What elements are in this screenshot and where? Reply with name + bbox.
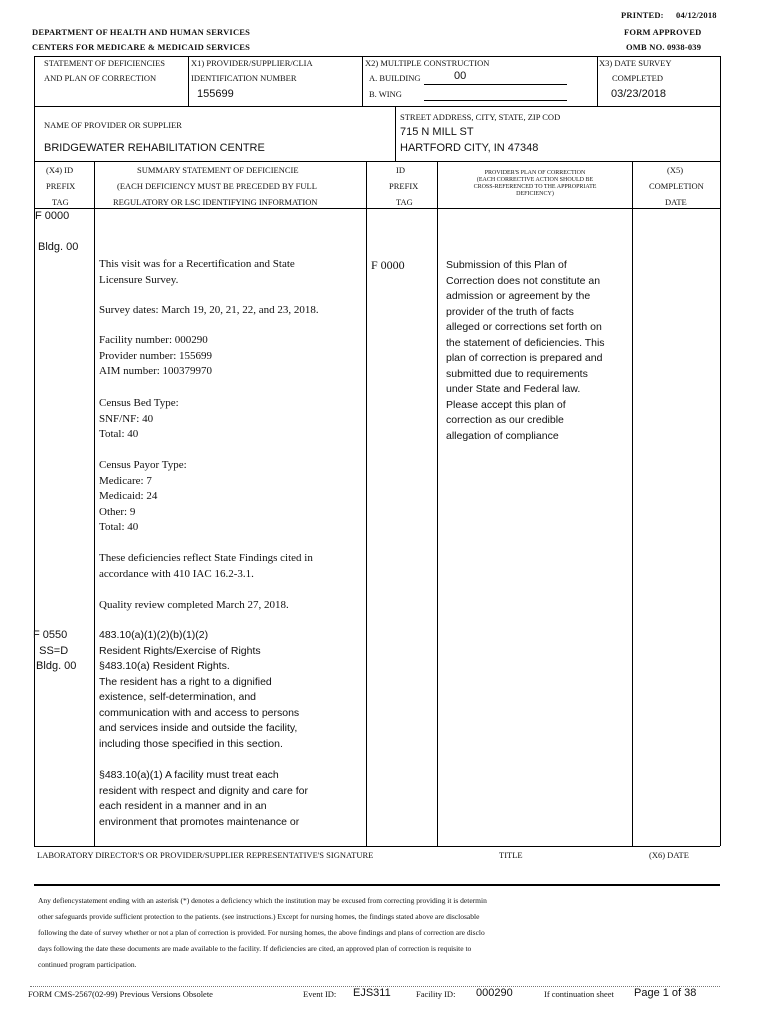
- summary-quality-review: Quality review completed March 27, 2018.: [99, 599, 289, 611]
- col-divider-3: [437, 161, 438, 846]
- x2-label: X2) MULTIPLE CONSTRUCTION: [365, 58, 490, 68]
- id-header: ID: [396, 165, 405, 175]
- box-left-line: [34, 56, 35, 846]
- summary-dignity: §483.10(a)(1) A facility must treat each resident with respect and dignity and care for each resident in a manner and in an environment that promotes maintenance or: [99, 769, 308, 828]
- x4-header: (X4) ID: [46, 165, 74, 175]
- signature-bottom-line: [34, 884, 720, 886]
- provider-name-value: BRIDGEWATER REHABILITATION CENTRE: [44, 142, 265, 154]
- id-prefix-header: PREFIX: [389, 181, 419, 191]
- form-approved: FORM APPROVED: [624, 27, 702, 37]
- row1-bottom-line: [34, 106, 720, 107]
- deficiency-bldg-1: Bldg. 00: [38, 241, 79, 253]
- provider-name-label: NAME OF PROVIDER OR SUPPLIER: [44, 120, 182, 130]
- building-label: A. BUILDING: [369, 73, 421, 83]
- row2-bottom-line: [34, 161, 720, 162]
- summary-survey-dates: Survey dates: March 19, 20, 21, 22, and 23, 2018.: [99, 304, 319, 316]
- deficiency-tag-1: F 0000: [35, 210, 70, 222]
- address-label: STREET ADDRESS, CITY, STATE, ZIP COD: [400, 112, 561, 122]
- table-bottom-line: [34, 846, 720, 847]
- x5-header: (X5): [667, 165, 684, 175]
- event-id-label: Event ID:: [303, 989, 337, 999]
- row1-divider-3: [597, 56, 598, 106]
- facility-id-value: 000290: [476, 987, 513, 999]
- x5-date-header: DATE: [665, 197, 687, 207]
- title-label: TITLE: [499, 850, 523, 860]
- x5-completion-header: COMPLETION: [649, 181, 704, 191]
- row1-divider-2: [362, 56, 363, 106]
- row1-divider-1: [188, 56, 189, 106]
- plan-header: [440, 170, 630, 198]
- deficiency-tag-2: F 0550 SS=D Bldg. 00: [33, 629, 77, 672]
- printed-label: PRINTED:: [621, 10, 664, 20]
- summary-findings: These deficiencies reflect State Findings cited in accordance with 410 IAC 16.2-3.1.: [99, 552, 313, 580]
- plan-label: AND PLAN OF CORRECTION: [44, 73, 157, 83]
- building-value: 00: [454, 70, 467, 82]
- x3-label: X3) DATE SURVEY: [599, 58, 672, 68]
- facility-id-label: Facility ID:: [416, 989, 456, 999]
- printed-date: 04/12/2018: [676, 10, 717, 20]
- provider-id-value: 155699: [197, 88, 234, 100]
- box-top-line: [34, 56, 720, 57]
- plan-header-line3: CROSS-REFERENCED TO THE APPROPRIATE: [473, 184, 597, 190]
- plan-header-line1: PROVIDER'S PLAN OF CORRECTION: [484, 170, 586, 176]
- x6-date-label: (X6) DATE: [649, 850, 689, 860]
- col-divider-1: [94, 161, 95, 846]
- summary-census-bed: Census Bed Type: SNF/NF: 40 Total: 40: [99, 397, 179, 440]
- wing-underline: [424, 100, 567, 101]
- plan-header-line4: DEFICIENCY): [516, 191, 554, 197]
- statement-label: STATEMENT OF DEFICIENCIES: [44, 58, 166, 68]
- col-divider-4: [632, 161, 633, 846]
- summary-visit: This visit was for a Recertification and State Licensure Survey.: [99, 258, 295, 286]
- box-right-line: [720, 56, 721, 846]
- id-tag-header: TAG: [396, 197, 413, 207]
- address-line2: HARTFORD CITY, IN 47348: [400, 142, 539, 154]
- wing-label: B. WING: [369, 89, 402, 99]
- form-number: FORM CMS-2567(02-99) Previous Versions Obsolete: [28, 989, 213, 999]
- x4-tag-header: TAG: [52, 197, 69, 207]
- building-underline: [424, 84, 567, 85]
- x3-completed-label: COMPLETED: [612, 73, 663, 83]
- id-prefix-tag-1: F 0000: [371, 258, 405, 272]
- summary-subheader-2: REGULATORY OR LSC IDENTIFYING INFORMATION: [113, 197, 318, 207]
- x1-id-label: IDENTIFICATION NUMBER: [191, 73, 297, 83]
- department-name: DEPARTMENT OF HEALTH AND HUMAN SERVICES: [32, 27, 251, 37]
- signature-label: LABORATORY DIRECTOR'S OR PROVIDER/SUPPLIER REPRESENTATIVE'S SIGNATURE: [37, 850, 374, 860]
- footnote-text: Any defiencystatement ending with an asterisk (*) denotes a deficiency which the institution may be excused from correcting providing it is determin other safeguards provide sufficient protection to the patients. (see instructions.) Except for nursing homes, the findings stated above are disclosable following the date of survey whether or not a plan of correction is provided. For nursing homes, the above findings and plans of correction are disclo days following the date these documents are made available to the facility. If deficiencies are cited, an approved plan of correction is requisite to continued program participation.: [38, 896, 487, 969]
- summary-census-payor: Census Payor Type: Medicare: 7 Medicaid: 24 Other: 9 Total: 40: [99, 459, 187, 533]
- plan-of-correction-text: Submission of this Plan of Correction does not constitute an admission or agreement by the provider of the truth of facts alleged or corrections set forth on the statement of deficiencies. This plan of correction is prepared and submitted due to requirements under State and Federal law. Please accept this plan of correction as our credible allegation of compliance: [446, 259, 605, 442]
- continuation-label: If continuation sheet: [544, 989, 614, 999]
- survey-date-value: 03/23/2018: [611, 88, 667, 100]
- x1-label: X1) PROVIDER/SUPPLIER/CLIA: [191, 58, 313, 68]
- event-id-value: EJS311: [353, 987, 391, 999]
- row2-divider: [395, 106, 396, 161]
- header-bottom-line: [34, 208, 720, 209]
- col-divider-2: [366, 161, 367, 846]
- summary-facility-numbers: Facility number: 000290 Provider number: 155699 AIM number: 100379970: [99, 334, 213, 377]
- centers-name: CENTERS FOR MEDICARE & MEDICAID SERVICES: [32, 42, 251, 52]
- summary-subheader-1: (EACH DEFICIENCY MUST BE PRECEDED BY FULL: [117, 181, 317, 191]
- omb-number: OMB NO. 0938-039: [626, 42, 702, 52]
- summary-resident-rights: 483.10(a)(1)(2)(b)(1)(2) Resident Rights/Exercise of Rights §483.10(a) Resident Rights. The resident has a right to a dignified existence, self-determination, and communication with and access to persons and services inside and outside the facility, including those specified in this section.: [99, 629, 300, 750]
- plan-header-line2: (EACH CORRECTIVE ACTION SHOULD BE: [476, 177, 594, 183]
- summary-header: SUMMARY STATEMENT OF DEFICIENCIE: [137, 165, 299, 175]
- x4-prefix-header: PREFIX: [46, 181, 76, 191]
- page-number: Page 1 of 38: [634, 987, 697, 999]
- address-line1: 715 N MILL ST: [400, 126, 474, 138]
